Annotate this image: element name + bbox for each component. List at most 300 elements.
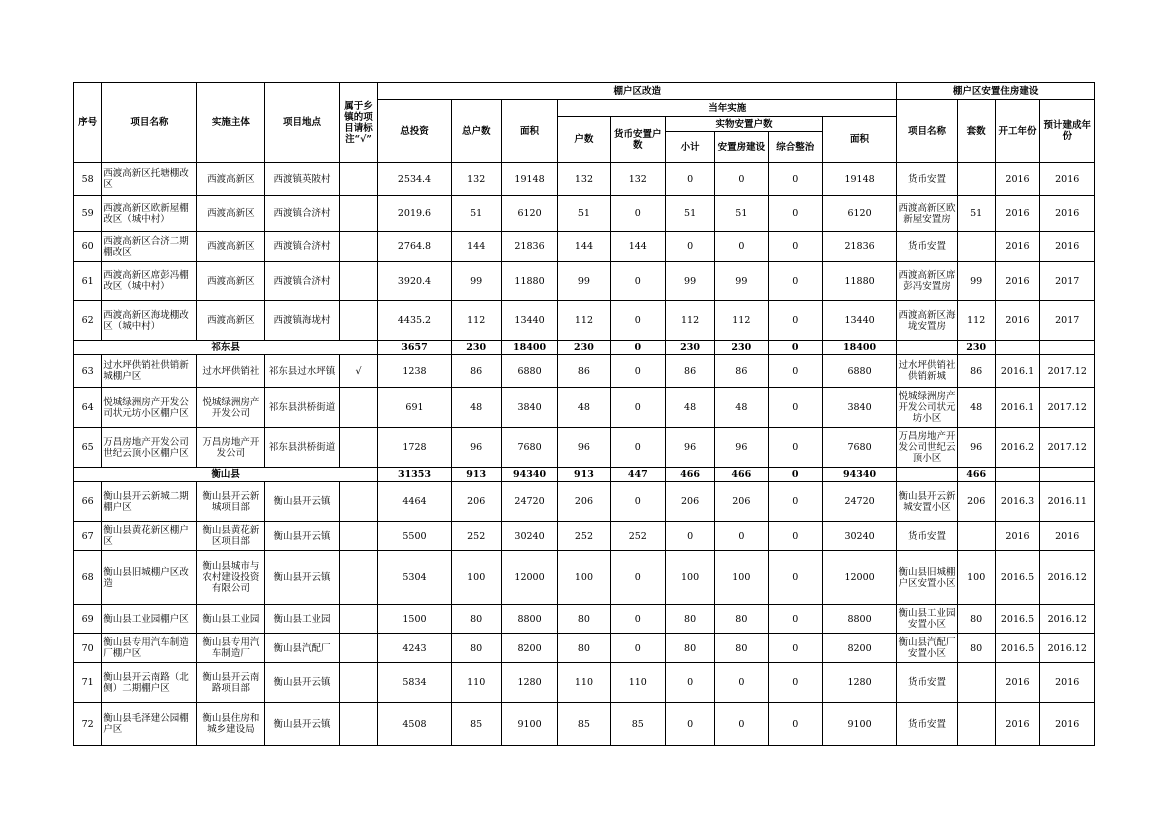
- cell-area: 19148: [501, 163, 557, 196]
- cell-finish-year: 2016.12: [1040, 634, 1095, 663]
- table-row: [74, 232, 1095, 262]
- cell-total-households: 96: [451, 428, 501, 468]
- cell-total-households: 252: [451, 522, 501, 551]
- cell-housing-project-name: 衡山县工业园安置小区: [897, 605, 958, 634]
- cell-housing-built: 80: [715, 605, 768, 634]
- cell-housing-built: 51: [715, 196, 768, 232]
- cell-units: 466: [957, 468, 995, 482]
- cell-units: 206: [957, 482, 995, 522]
- cell-start-year: 2016.5: [995, 634, 1040, 663]
- cell-start-year: 2016.2: [995, 428, 1040, 468]
- cell-total-investment: 3657: [378, 341, 451, 355]
- header-finish-year: 预计建成年份: [1040, 100, 1095, 163]
- table-row: [74, 301, 1095, 341]
- cell-location: 祁东县洪桥街道: [265, 388, 339, 428]
- cell-start-year: 2016.1: [995, 388, 1040, 428]
- cell-housing-built: 0: [715, 522, 768, 551]
- cell-units: 230: [957, 341, 995, 355]
- cell-project-name: 西渡高新区海垅棚改区（城中村）: [102, 301, 197, 341]
- cell-housing-built: 48: [715, 388, 768, 428]
- cell-finish-year: 2017.12: [1040, 428, 1095, 468]
- cell-households: 51: [558, 196, 610, 232]
- header-renovation: 综合整治: [768, 132, 822, 163]
- cell-total-investment: 1500: [378, 605, 451, 634]
- cell-area: 12000: [501, 551, 557, 605]
- cell-total-investment: 3920.4: [378, 262, 451, 301]
- cell-renovation: 0: [768, 663, 822, 703]
- cell-housing-project-name: 西渡高新区海垅安置房: [897, 301, 958, 341]
- cell-seq: 68: [74, 551, 102, 605]
- cell-total-households: 100: [451, 551, 501, 605]
- cell-cash-households: 0: [610, 262, 665, 301]
- header-entity: 实施主体: [197, 83, 265, 163]
- cell-area: 8800: [501, 605, 557, 634]
- cell-renovation: 0: [768, 428, 822, 468]
- table-row: [74, 428, 1095, 468]
- cell-location: 西渡镇合济村: [265, 262, 339, 301]
- cell-finish-year: 2016: [1040, 522, 1095, 551]
- cell-township-mark: [339, 428, 378, 468]
- cell-project-name: 西渡高新区席彭冯棚改区（城中村）: [102, 262, 197, 301]
- table-row: [74, 196, 1095, 232]
- cell-location: 衡山县开云镇: [265, 663, 339, 703]
- cell-township-mark: [339, 196, 378, 232]
- cell-entity: 衡山县工业园: [197, 605, 265, 634]
- cell-households: 80: [558, 605, 610, 634]
- cell-housing-built: 86: [715, 355, 768, 388]
- cell-township-mark: [339, 482, 378, 522]
- table-row: [74, 262, 1095, 301]
- cell-cash-households: 0: [610, 196, 665, 232]
- cell-entity: 西渡高新区: [197, 262, 265, 301]
- cell-location: 衡山县汽配厂: [265, 634, 339, 663]
- cell-entity: 衡山县专用汽车制造厂: [197, 634, 265, 663]
- header-subtotal: 小计: [666, 132, 715, 163]
- cell-area: 94340: [501, 468, 557, 482]
- cell-township-mark: [339, 301, 378, 341]
- cell-households: 132: [558, 163, 610, 196]
- cell-households: 110: [558, 663, 610, 703]
- cell-renovation: 0: [768, 262, 822, 301]
- cell-entity: 衡山县住房和城乡建设局: [197, 703, 265, 746]
- cell-location: 西渡镇合济村: [265, 196, 339, 232]
- header-housing-built: 安置房建设: [715, 132, 768, 163]
- table-row: [74, 355, 1095, 388]
- cell-cash-households: 0: [610, 428, 665, 468]
- cell-seq: 61: [74, 262, 102, 301]
- cell-housing-project-name: 货币安置: [897, 163, 958, 196]
- cell-finish-year: 2017.12: [1040, 355, 1095, 388]
- cell-total-investment: 2764.8: [378, 232, 451, 262]
- cell-finish-year: 2016: [1040, 196, 1095, 232]
- cell-total-households: 144: [451, 232, 501, 262]
- cell-cash-households: 0: [610, 341, 665, 355]
- cell-subtotal: 0: [666, 703, 715, 746]
- cell-total-investment: 4243: [378, 634, 451, 663]
- cell-households: 80: [558, 634, 610, 663]
- cell-households: 144: [558, 232, 610, 262]
- cell-renovation: 0: [768, 341, 822, 355]
- header-total-households: 总户数: [451, 100, 501, 163]
- cell-units: 112: [957, 301, 995, 341]
- cell-housing-built: 112: [715, 301, 768, 341]
- cell-housing-project-name: 悦城绿洲房产开发公司状元坊小区: [897, 388, 958, 428]
- cell-renovation: 0: [768, 388, 822, 428]
- cell-seq: 71: [74, 663, 102, 703]
- cell-units: [957, 522, 995, 551]
- cell-subtotal: 99: [666, 262, 715, 301]
- cell-housing-project-name: 过水坪供销社供销新城: [897, 355, 958, 388]
- cell-subtotal: 48: [666, 388, 715, 428]
- table-row: [74, 388, 1095, 428]
- cell-area: 11880: [501, 262, 557, 301]
- header-project-name: 项目名称: [102, 83, 197, 163]
- cell-seq: 72: [74, 703, 102, 746]
- cell-subtotal: 0: [666, 163, 715, 196]
- cell-total-investment: 2019.6: [378, 196, 451, 232]
- cell-cash-households: 0: [610, 605, 665, 634]
- cell-total-households: 51: [451, 196, 501, 232]
- cell-total-investment: 5834: [378, 663, 451, 703]
- cell-housing-built: 0: [715, 163, 768, 196]
- county-label: 衡山县: [74, 468, 378, 482]
- cell-housing-project-name: 西渡高新区席彭冯安置房: [897, 262, 958, 301]
- cell-housing-project-name: [897, 468, 958, 482]
- cell-finish-year: [1040, 341, 1095, 355]
- cell-cash-households: 0: [610, 388, 665, 428]
- cell-renovation: 0: [768, 196, 822, 232]
- cell-cash-households: 0: [610, 355, 665, 388]
- cell-seq: 64: [74, 388, 102, 428]
- cell-seq: 60: [74, 232, 102, 262]
- cell-units: [957, 232, 995, 262]
- cell-area-current: 18400: [822, 341, 896, 355]
- cell-subtotal: 80: [666, 605, 715, 634]
- cell-cash-households: 0: [610, 551, 665, 605]
- cell-subtotal: 0: [666, 663, 715, 703]
- cell-subtotal: 230: [666, 341, 715, 355]
- cell-renovation: 0: [768, 605, 822, 634]
- cell-location: 衡山县开云镇: [265, 703, 339, 746]
- cell-seq: 63: [74, 355, 102, 388]
- cell-start-year: 2016: [995, 262, 1040, 301]
- cell-renovation: 0: [768, 355, 822, 388]
- header-township-mark: 属于乡镇的项目请标注“√”: [339, 83, 378, 163]
- cell-project-name: 衡山县专用汽车制造厂棚户区: [102, 634, 197, 663]
- cell-entity: 西渡高新区: [197, 163, 265, 196]
- cell-renovation: 0: [768, 482, 822, 522]
- header-area-current: 面积: [822, 117, 896, 163]
- cell-housing-built: 80: [715, 634, 768, 663]
- cell-housing-built: 99: [715, 262, 768, 301]
- cell-households: 230: [558, 341, 610, 355]
- cell-households: 96: [558, 428, 610, 468]
- cell-total-investment: 4464: [378, 482, 451, 522]
- cell-total-households: 206: [451, 482, 501, 522]
- cell-finish-year: 2017: [1040, 262, 1095, 301]
- cell-project-name: 西渡高新区托塘棚改区: [102, 163, 197, 196]
- cell-start-year: 2016.5: [995, 605, 1040, 634]
- header-housing-project-name: 项目名称: [897, 100, 958, 163]
- cell-project-name: 衡山县开云新城二期棚户区: [102, 482, 197, 522]
- cell-seq: 67: [74, 522, 102, 551]
- cell-renovation: 0: [768, 163, 822, 196]
- cell-area: 6120: [501, 196, 557, 232]
- header-start-year: 开工年份: [995, 100, 1040, 163]
- cell-total-investment: 5500: [378, 522, 451, 551]
- cell-area-current: 1280: [822, 663, 896, 703]
- cell-total-households: 48: [451, 388, 501, 428]
- cell-area: 13440: [501, 301, 557, 341]
- cell-cash-households: 85: [610, 703, 665, 746]
- cell-households: 112: [558, 301, 610, 341]
- cell-start-year: 2016: [995, 703, 1040, 746]
- cell-area-current: 6880: [822, 355, 896, 388]
- cell-project-name: 西渡高新区合济二期棚改区: [102, 232, 197, 262]
- cell-total-households: 913: [451, 468, 501, 482]
- cell-seq: 65: [74, 428, 102, 468]
- cell-housing-built: 0: [715, 663, 768, 703]
- cell-total-households: 110: [451, 663, 501, 703]
- cell-units: 99: [957, 262, 995, 301]
- cell-township-mark: [339, 663, 378, 703]
- cell-township-mark: [339, 703, 378, 746]
- cell-area: 24720: [501, 482, 557, 522]
- cell-units: 80: [957, 634, 995, 663]
- cell-cash-households: 0: [610, 634, 665, 663]
- header-cash-households: 货币安置户数: [610, 117, 665, 163]
- cell-finish-year: 2016.12: [1040, 605, 1095, 634]
- cell-area: 30240: [501, 522, 557, 551]
- header-current-year: 当年实施: [558, 100, 897, 117]
- cell-cash-households: 0: [610, 301, 665, 341]
- cell-entity: 衡山县开云新城项目部: [197, 482, 265, 522]
- cell-project-name: 衡山县工业园棚户区: [102, 605, 197, 634]
- cell-entity: 西渡高新区: [197, 301, 265, 341]
- cell-location: 祁东县洪桥街道: [265, 428, 339, 468]
- project-table: [73, 82, 1095, 746]
- cell-location: 西渡镇合济村: [265, 232, 339, 262]
- cell-area-current: 9100: [822, 703, 896, 746]
- cell-finish-year: 2016.11: [1040, 482, 1095, 522]
- cell-households: 100: [558, 551, 610, 605]
- table-row: [74, 663, 1095, 703]
- cell-finish-year: [1040, 468, 1095, 482]
- cell-housing-project-name: 西渡高新区欧新屋安置房: [897, 196, 958, 232]
- cell-cash-households: 132: [610, 163, 665, 196]
- cell-area: 7680: [501, 428, 557, 468]
- cell-subtotal: 51: [666, 196, 715, 232]
- cell-renovation: 0: [768, 634, 822, 663]
- cell-project-name: 衡山县开云南路（北侧）二期棚户区: [102, 663, 197, 703]
- cell-finish-year: 2016: [1040, 163, 1095, 196]
- cell-units: 100: [957, 551, 995, 605]
- cell-township-mark: [339, 551, 378, 605]
- cell-start-year: 2016: [995, 232, 1040, 262]
- cell-subtotal: 96: [666, 428, 715, 468]
- cell-units: 86: [957, 355, 995, 388]
- table-row: [74, 703, 1095, 746]
- cell-entity: 衡山县城市与农村建设投资有限公司: [197, 551, 265, 605]
- cell-start-year: [995, 341, 1040, 355]
- cell-subtotal: 100: [666, 551, 715, 605]
- cell-housing-built: 0: [715, 703, 768, 746]
- header-housing-group: 棚户区安置住房建设: [897, 83, 1095, 100]
- cell-total-investment: 691: [378, 388, 451, 428]
- table-body: [74, 163, 1095, 746]
- cell-area-current: 30240: [822, 522, 896, 551]
- cell-units: [957, 703, 995, 746]
- cell-households: 48: [558, 388, 610, 428]
- cell-seq: 66: [74, 482, 102, 522]
- cell-total-households: 86: [451, 355, 501, 388]
- header-area: 面积: [501, 100, 557, 163]
- cell-area-current: 94340: [822, 468, 896, 482]
- cell-entity: 西渡高新区: [197, 196, 265, 232]
- cell-area-current: 6120: [822, 196, 896, 232]
- cell-area-current: 7680: [822, 428, 896, 468]
- cell-project-name: 过水坪供销社供销新城棚户区: [102, 355, 197, 388]
- cell-renovation: 0: [768, 551, 822, 605]
- cell-housing-project-name: [897, 341, 958, 355]
- cell-start-year: 2016.1: [995, 355, 1040, 388]
- cell-finish-year: 2016.12: [1040, 551, 1095, 605]
- cell-project-name: 万昌房地产开发公司世纪云顶小区棚户区: [102, 428, 197, 468]
- cell-location: 西渡镇海垅村: [265, 301, 339, 341]
- cell-area: 9100: [501, 703, 557, 746]
- cell-area-current: 19148: [822, 163, 896, 196]
- cell-subtotal: 466: [666, 468, 715, 482]
- cell-total-households: 112: [451, 301, 501, 341]
- cell-finish-year: 2016: [1040, 663, 1095, 703]
- cell-location: 衡山县开云镇: [265, 482, 339, 522]
- cell-cash-households: 0: [610, 482, 665, 522]
- cell-township-mark: [339, 522, 378, 551]
- cell-area-current: 3840: [822, 388, 896, 428]
- table-row: [74, 551, 1095, 605]
- cell-total-investment: 31353: [378, 468, 451, 482]
- cell-subtotal: 80: [666, 634, 715, 663]
- cell-project-name: 衡山县旧城棚户区改造: [102, 551, 197, 605]
- header-shanty-group: 棚户区改造: [378, 83, 897, 100]
- cell-cash-households: 447: [610, 468, 665, 482]
- cell-township-mark: [339, 605, 378, 634]
- cell-households: 99: [558, 262, 610, 301]
- header-seq: 序号: [74, 83, 102, 163]
- cell-total-households: 80: [451, 605, 501, 634]
- header-location: 项目地点: [265, 83, 339, 163]
- cell-housing-built: 206: [715, 482, 768, 522]
- cell-renovation: 0: [768, 232, 822, 262]
- cell-cash-households: 144: [610, 232, 665, 262]
- subtotal-row: [74, 341, 1095, 355]
- cell-start-year: 2016: [995, 522, 1040, 551]
- table-row: [74, 522, 1095, 551]
- cell-total-investment: 4508: [378, 703, 451, 746]
- cell-project-name: 悦城绿洲房产开发公司状元坊小区棚户区: [102, 388, 197, 428]
- cell-township-mark: [339, 232, 378, 262]
- cell-housing-built: 96: [715, 428, 768, 468]
- cell-area-current: 12000: [822, 551, 896, 605]
- cell-housing-project-name: 货币安置: [897, 232, 958, 262]
- cell-total-investment: 1238: [378, 355, 451, 388]
- cell-entity: 衡山县开云南路项目部: [197, 663, 265, 703]
- table-row: [74, 605, 1095, 634]
- cell-subtotal: 206: [666, 482, 715, 522]
- subtotal-row: [74, 468, 1095, 482]
- cell-total-investment: 5304: [378, 551, 451, 605]
- cell-renovation: 0: [768, 301, 822, 341]
- cell-total-households: 99: [451, 262, 501, 301]
- cell-households: 206: [558, 482, 610, 522]
- cell-township-mark: [339, 163, 378, 196]
- cell-subtotal: 112: [666, 301, 715, 341]
- cell-location: 祁东县过水坪镇: [265, 355, 339, 388]
- cell-project-name: 西渡高新区欧新屋棚改区（城中村）: [102, 196, 197, 232]
- cell-total-households: 230: [451, 341, 501, 355]
- cell-location: 西渡镇英陂村: [265, 163, 339, 196]
- cell-area: 1280: [501, 663, 557, 703]
- cell-housing-built: 466: [715, 468, 768, 482]
- header-total-investment: 总投资: [378, 100, 451, 163]
- cell-units: 51: [957, 196, 995, 232]
- cell-households: 913: [558, 468, 610, 482]
- cell-area: 6880: [501, 355, 557, 388]
- cell-housing-built: 100: [715, 551, 768, 605]
- cell-total-households: 85: [451, 703, 501, 746]
- cell-area-current: 24720: [822, 482, 896, 522]
- cell-location: 衡山县工业园: [265, 605, 339, 634]
- cell-area: 21836: [501, 232, 557, 262]
- cell-total-investment: 4435.2: [378, 301, 451, 341]
- cell-township-mark: [339, 262, 378, 301]
- cell-households: 252: [558, 522, 610, 551]
- cell-location: 衡山县开云镇: [265, 551, 339, 605]
- cell-subtotal: 0: [666, 522, 715, 551]
- cell-cash-households: 110: [610, 663, 665, 703]
- cell-households: 86: [558, 355, 610, 388]
- cell-total-investment: 1728: [378, 428, 451, 468]
- cell-township-mark: [339, 634, 378, 663]
- cell-housing-project-name: 衡山县旧城棚户区安置小区: [897, 551, 958, 605]
- cell-entity: 悦城绿洲房产开发公司: [197, 388, 265, 428]
- cell-seq: 58: [74, 163, 102, 196]
- cell-seq: 70: [74, 634, 102, 663]
- cell-finish-year: 2017: [1040, 301, 1095, 341]
- cell-entity: 过水坪供销社: [197, 355, 265, 388]
- header-households: 户数: [558, 117, 610, 163]
- cell-seq: 62: [74, 301, 102, 341]
- cell-renovation: 0: [768, 522, 822, 551]
- table-row: [74, 163, 1095, 196]
- cell-project-name: 衡山县黄花新区棚户区: [102, 522, 197, 551]
- cell-housing-project-name: 衡山县开云新城安置小区: [897, 482, 958, 522]
- cell-entity: 西渡高新区: [197, 232, 265, 262]
- cell-units: 80: [957, 605, 995, 634]
- cell-finish-year: 2016: [1040, 703, 1095, 746]
- cell-start-year: 2016: [995, 663, 1040, 703]
- cell-total-investment: 2534.4: [378, 163, 451, 196]
- cell-area-current: 11880: [822, 262, 896, 301]
- cell-location: 衡山县开云镇: [265, 522, 339, 551]
- cell-finish-year: 2017.12: [1040, 388, 1095, 428]
- table-row: [74, 482, 1095, 522]
- cell-housing-project-name: 衡山县汽配厂安置小区: [897, 634, 958, 663]
- cell-entity: 衡山县黄花新区项目部: [197, 522, 265, 551]
- cell-start-year: 2016.5: [995, 551, 1040, 605]
- cell-housing-built: 0: [715, 232, 768, 262]
- cell-area: 3840: [501, 388, 557, 428]
